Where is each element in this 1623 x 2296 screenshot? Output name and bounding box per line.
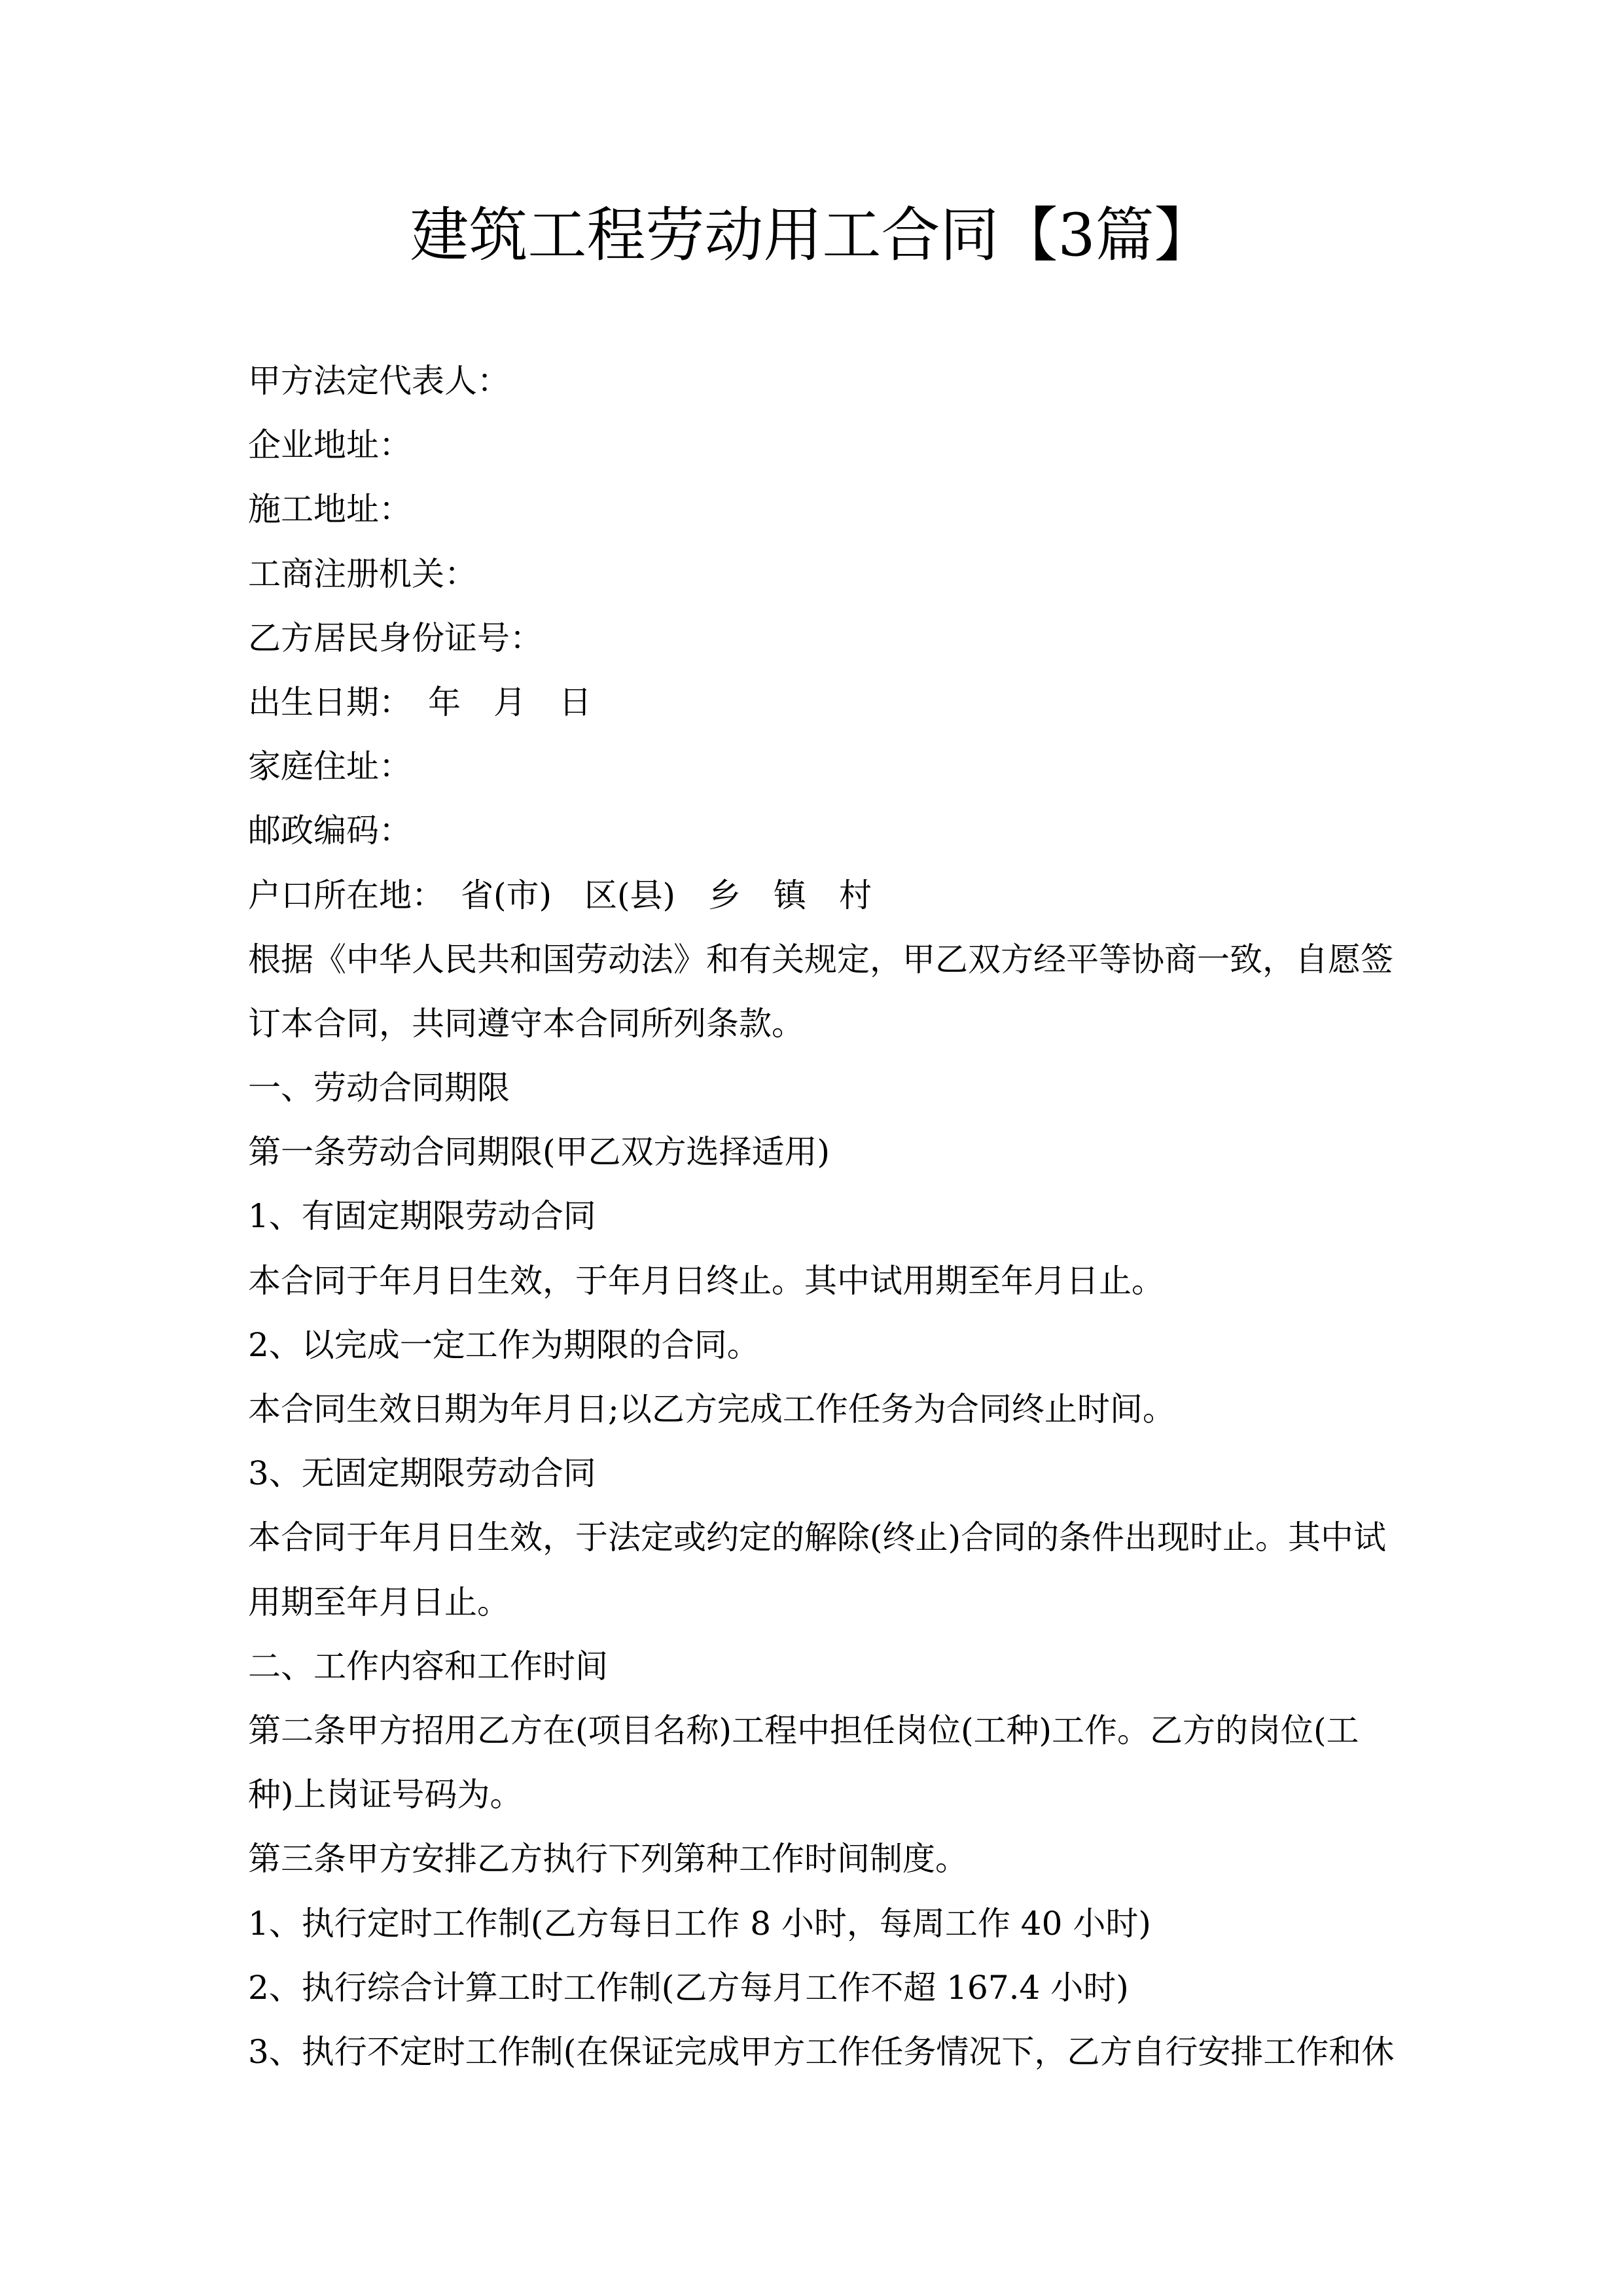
text-line: 用期至年月日止。 xyxy=(248,1583,510,1621)
text-line: 一、劳动合同期限 xyxy=(248,1069,510,1107)
text-line: 施工地址： xyxy=(248,490,412,529)
text-line: 2、以完成一定工作为期限的合同。 xyxy=(248,1325,760,1364)
text-line: 本合同于年月日生效，于法定或约定的解除(终止)合同的条件出现时止。其中试 xyxy=(248,1518,1387,1557)
text-line: 工商注册机关： xyxy=(248,554,477,593)
text-line: 本合同生效日期为年月日;以乙方完成工作任务为合同终止时间。 xyxy=(248,1390,1175,1428)
text-line: 1、有固定期限劳动合同 xyxy=(248,1197,596,1236)
text-line: 3、执行不定时工作制(在保证完成甲方工作任务情况下，乙方自行安排工作和休 xyxy=(248,2032,1395,2071)
text-line: 出生日期： 年 月 日 xyxy=(248,683,592,721)
text-line: 邮政编码： xyxy=(248,812,412,850)
text-line: 3、无固定期限劳动合同 xyxy=(248,1454,596,1493)
text-line: 第二条甲方招用乙方在(项目名称)工程中担任岗位(工种)工作。乙方的岗位(工 xyxy=(248,1711,1359,1749)
text-line: 种)上岗证号码为。 xyxy=(248,1776,523,1814)
text-line: 订本合同，共同遵守本合同所列条款。 xyxy=(248,1004,804,1043)
text-line: 2、执行综合计算工时工作制(乙方每月工作不超 167.4 小时) xyxy=(248,1968,1129,2007)
text-line: 二、工作内容和工作时间 xyxy=(248,1647,608,1685)
text-line: 1、执行定时工作制(乙方每日工作 8 小时，每周工作 40 小时) xyxy=(248,1904,1151,1943)
text-line: 企业地址： xyxy=(248,426,412,465)
document-body xyxy=(248,349,1400,2084)
document-title: 建筑工程劳动用工合同【3篇】 xyxy=(410,201,1213,270)
text-line: 乙方居民身份证号： xyxy=(248,619,543,657)
text-line: 第三条甲方安排乙方执行下列第种工作时间制度。 xyxy=(248,1840,968,1878)
text-line: 本合同于年月日生效，于年月日终止。其中试用期至年月日止。 xyxy=(248,1261,1164,1300)
text-line: 根据《中华人民共和国劳动法》和有关规定，甲乙双方经平等协商一致，自愿签 xyxy=(248,940,1393,978)
text-line: 甲方法定代表人： xyxy=(248,362,510,400)
text-line: 户口所在地： 省(市) 区(县) 乡 镇 村 xyxy=(248,876,872,914)
text-line: 家庭住址： xyxy=(248,747,412,786)
text-line: 第一条劳动合同期限(甲乙双方选择适用) xyxy=(248,1133,830,1172)
